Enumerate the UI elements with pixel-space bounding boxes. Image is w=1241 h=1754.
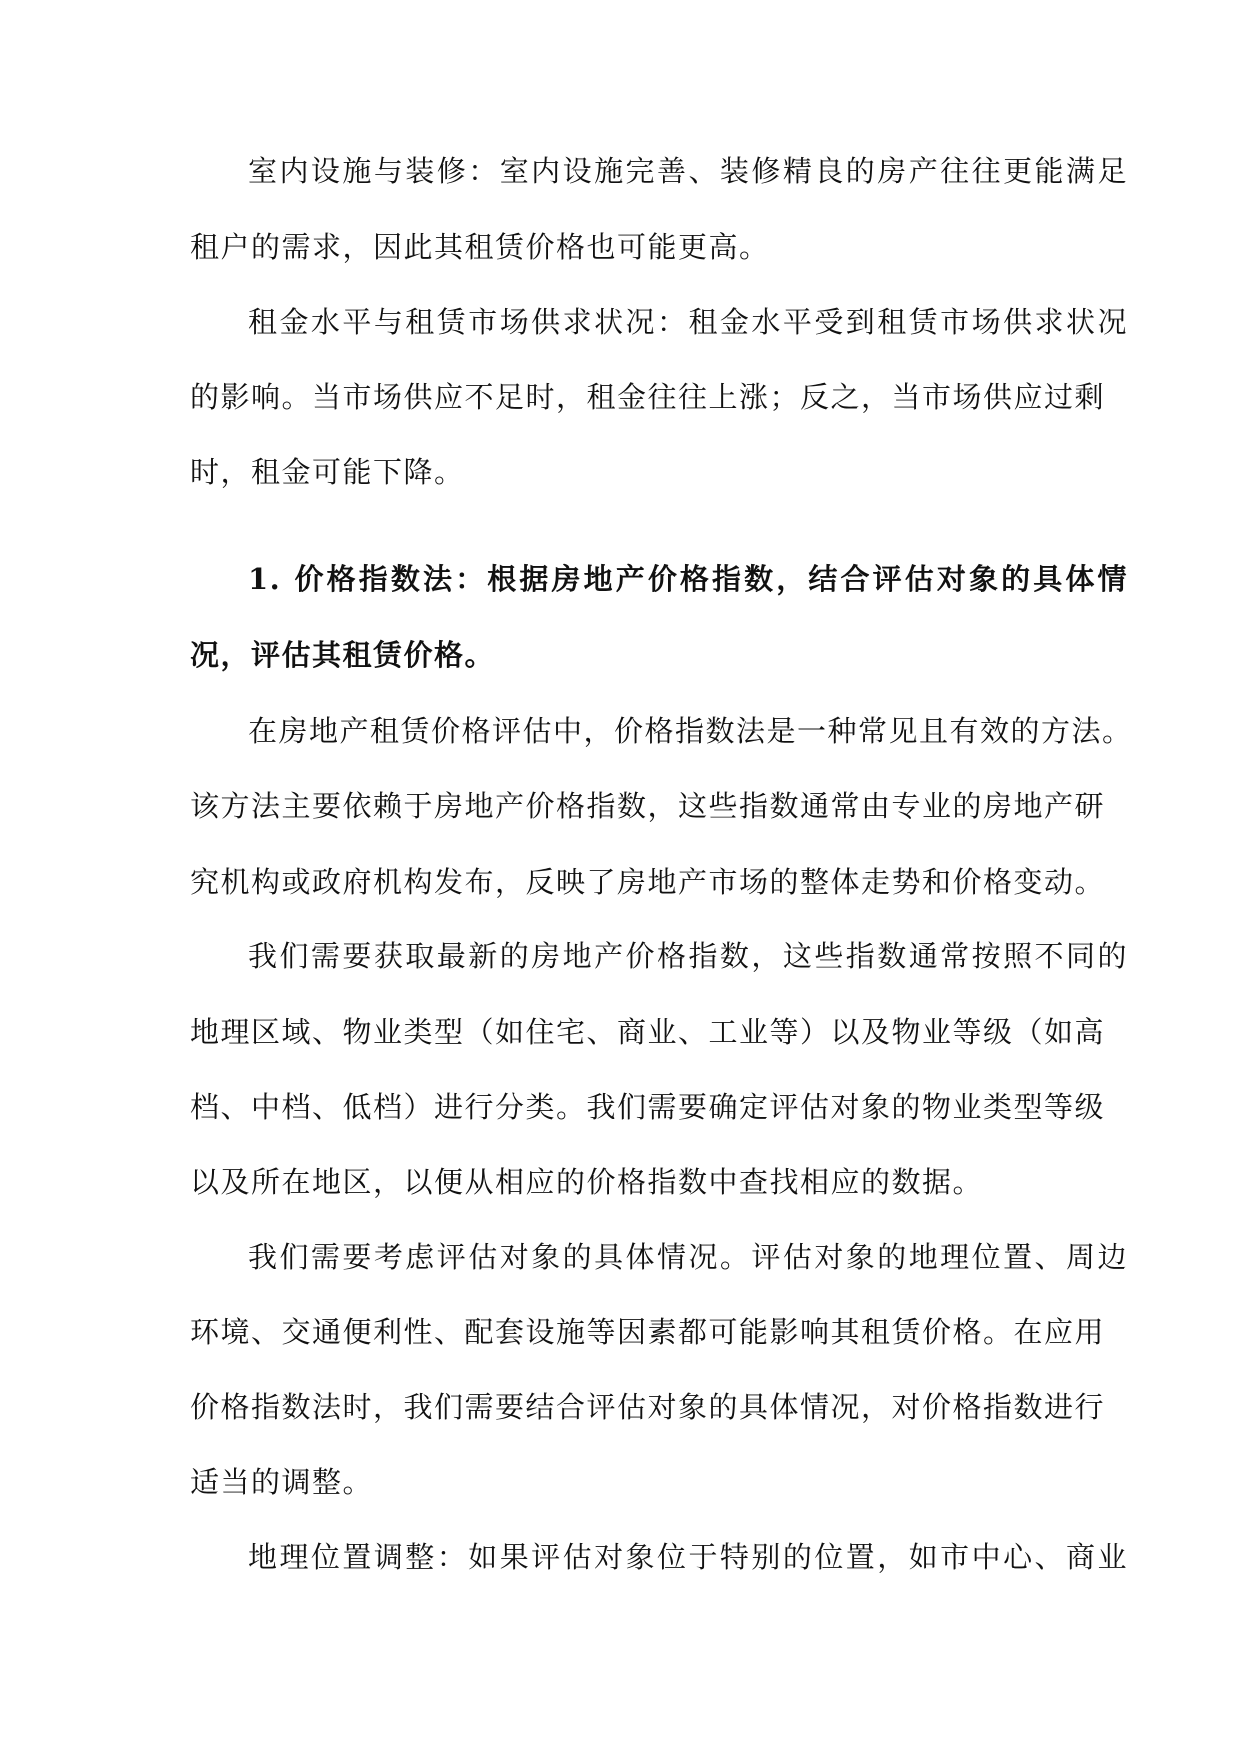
- paragraph-line: 该方法主要依赖于房地产价格指数，这些指数通常由专业的房地产研: [190, 789, 1106, 823]
- paragraph-line: 究机构或政府机构发布，反映了房地产市场的整体走势和价格变动。: [190, 865, 1106, 899]
- paragraph-line: 时，租金可能下降。: [190, 455, 465, 489]
- paragraph-line: 以及所在地区，以便从相应的价格指数中查找相应的数据。: [190, 1165, 984, 1199]
- paragraph-line: 租户的需求，因此其租赁价格也可能更高。: [190, 230, 770, 264]
- paragraph-line: 适当的调整。: [190, 1465, 374, 1499]
- paragraph-line: 我们需要考虑评估对象的具体情况。评估对象的地理位置、周边: [248, 1240, 1128, 1274]
- paragraph-line: 在房地产租赁价格评估中，价格指数法是一种常见且有效的方法。: [248, 714, 1133, 748]
- paragraph-line: 我们需要获取最新的房地产价格指数，这些指数通常按照不同的: [248, 939, 1128, 973]
- paragraph-line: 地理区域、物业类型（如住宅、商业、工业等）以及物业等级（如高: [190, 1015, 1106, 1049]
- paragraph-line: 室内设施与装修：室内设施完善、装修精良的房产往往更能满足: [248, 154, 1128, 188]
- paragraph-line: 档、中档、低档）进行分类。我们需要确定评估对象的物业类型等级: [190, 1090, 1106, 1124]
- paragraph-line: 的影响。当市场供应不足时，租金往往上涨；反之，当市场供应过剩: [190, 380, 1106, 414]
- paragraph-line: 价格指数法时，我们需要结合评估对象的具体情况，对价格指数进行: [190, 1390, 1106, 1424]
- paragraph-line: 地理位置调整：如果评估对象位于特别的位置，如市中心、商业: [248, 1540, 1128, 1574]
- paragraph-line: 环境、交通便利性、配套设施等因素都可能影响其租赁价格。在应用: [190, 1315, 1106, 1349]
- paragraph-line: 租金水平与租赁市场供求状况：租金水平受到租赁市场供求状况: [248, 305, 1128, 339]
- section-heading-line: 1. 价格指数法：根据房地产价格指数，结合评估对象的具体情: [248, 562, 1128, 596]
- section-heading-line: 况，评估其租赁价格。: [190, 638, 496, 672]
